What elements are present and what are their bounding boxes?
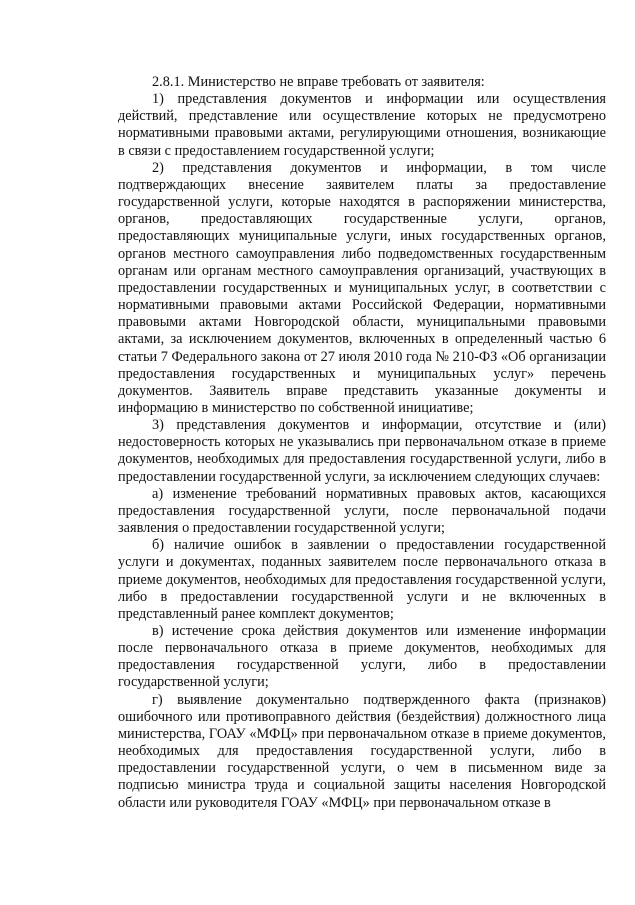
paragraph-item-3: 3) представления документов и информации, отсутствие и (или) недостоверность которых не указывались при первоначальном отказе в приеме документов, необходимых для предоставления государственной услуги, либо в предоставлении государственной услуги, за исключением следующих случаев:	[118, 417, 606, 485]
paragraph-subitem-g: г) выявление документально подтвержденного факта (признаков) ошибочного или противоправного действия (бездействия) должностного лица министерства, ГОАУ «МФЦ» при первоначальном отказе в приеме документов, необходимых для предоставления государственной услуги, либо в предоставлении государственной услуги, о чем в письменном виде за подписью министра труда и социальной защиты населения Новгородской области или руководителя ГОАУ «МФЦ» при первоначальном отказе в	[118, 691, 606, 811]
section-heading: 2.8.1. Министерство не вправе требовать от заявителя:	[152, 74, 485, 90]
paragraph-subitem-v: в) истечение срока действия документов или изменение информации после первоначального отказа в приеме документов, необходимых для предоставления государственной услуги, либо в предоставлении государственной услуги;	[118, 623, 606, 691]
paragraph-subitem-b: б) наличие ошибок в заявлении о предоставлении государственной услуги и документах, поданных заявителем после первоначального отказа в приеме документов, необходимых для предоставления государственной услуги, либо в предоставлении государственной услуги и не включенных в представленный ранее комплект документов;	[118, 537, 606, 622]
paragraph-item-2: 2) представления документов и информации, в том числе подтверждающих внесение заявителем платы за предоставление государственной услуги, которые находятся в распоряжении министерства, органов, предоставляющих государственные услуги, органов, предоставляющих муниципальные услуги, иных государственных органов, органов местного самоуправления либо подведомственных государственным органам или органам местного самоуправления организаций, участвующих в предоставлении государственных и муниципальных услуг, в соответствии с нормативными правовыми актами Российской Федерации, нормативными правовыми актами Новгородской области, муниципальными правовыми актами, за исключением документов, включенных в определенный частью 6 статьи 7 Федерального закона от 27 июля 2010 года № 210-ФЗ «Об организации предоставления государственных и муниципальных услуг» перечень документов. Заявитель вправе представить указанные документы и информацию в министерство по собственной инициативе;	[118, 159, 606, 416]
document-page	[118, 74, 606, 812]
paragraph-subitem-a: а) изменение требований нормативных правовых актов, касающихся предоставления государственной услуги, после первоначальной подачи заявления о предоставлении государственной услуги;	[118, 485, 606, 537]
paragraph-item-1: 1) представления документов и информации или осуществления действий, представление или осуществление которых не предусмотрено нормативными правовыми актами, регулирующими отношения, возникающие в связи с предоставлением государственной услуги;	[118, 91, 606, 159]
